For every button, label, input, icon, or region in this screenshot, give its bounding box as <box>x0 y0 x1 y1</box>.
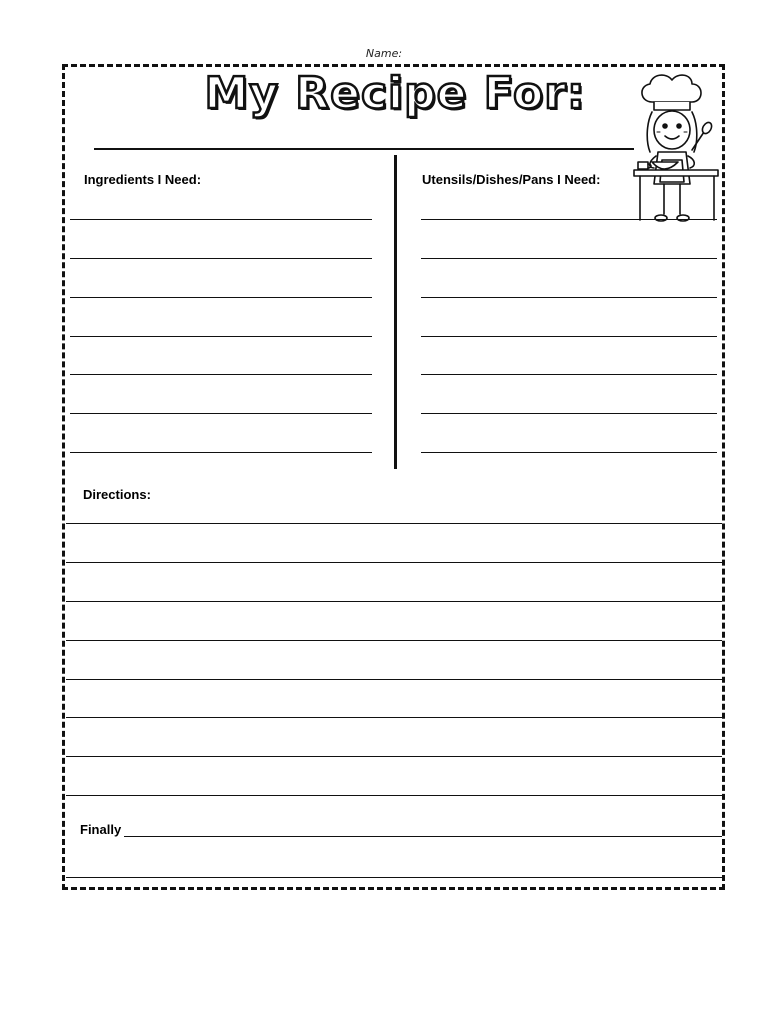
finally-line[interactable] <box>124 836 722 837</box>
utensil-line[interactable] <box>421 336 717 337</box>
ingredient-line[interactable] <box>70 336 372 337</box>
ingredient-line[interactable] <box>70 452 372 453</box>
direction-line[interactable] <box>66 795 722 796</box>
direction-line[interactable] <box>66 679 722 680</box>
ingredient-line[interactable] <box>70 219 372 220</box>
direction-line[interactable] <box>66 601 722 602</box>
chef-girl-icon <box>630 72 722 224</box>
utensil-line[interactable] <box>421 258 717 259</box>
name-label: Name: <box>365 47 403 60</box>
utensil-line[interactable] <box>421 374 717 375</box>
ingredient-line[interactable] <box>70 258 372 259</box>
finally-label: Finally <box>80 822 122 837</box>
direction-line[interactable] <box>66 562 722 563</box>
ingredient-line[interactable] <box>70 297 372 298</box>
ingredients-heading: Ingredients I Need: <box>84 172 202 187</box>
recipe-title-line[interactable] <box>94 148 634 150</box>
finally-extra-line[interactable] <box>66 877 722 878</box>
column-divider <box>394 155 397 469</box>
utensil-line[interactable] <box>421 297 717 298</box>
utensil-line[interactable] <box>421 219 717 220</box>
utensil-line[interactable] <box>421 413 717 414</box>
utensils-heading: Utensils/Dishes/Pans I Need: <box>422 172 601 187</box>
directions-heading: Directions: <box>83 487 151 502</box>
direction-line[interactable] <box>66 640 722 641</box>
utensil-line[interactable] <box>421 452 717 453</box>
direction-line[interactable] <box>66 756 722 757</box>
direction-line[interactable] <box>66 717 722 718</box>
direction-line[interactable] <box>66 523 722 524</box>
ingredient-line[interactable] <box>70 413 372 414</box>
page-title: My Recipe For: <box>204 68 586 119</box>
ingredient-line[interactable] <box>70 374 372 375</box>
